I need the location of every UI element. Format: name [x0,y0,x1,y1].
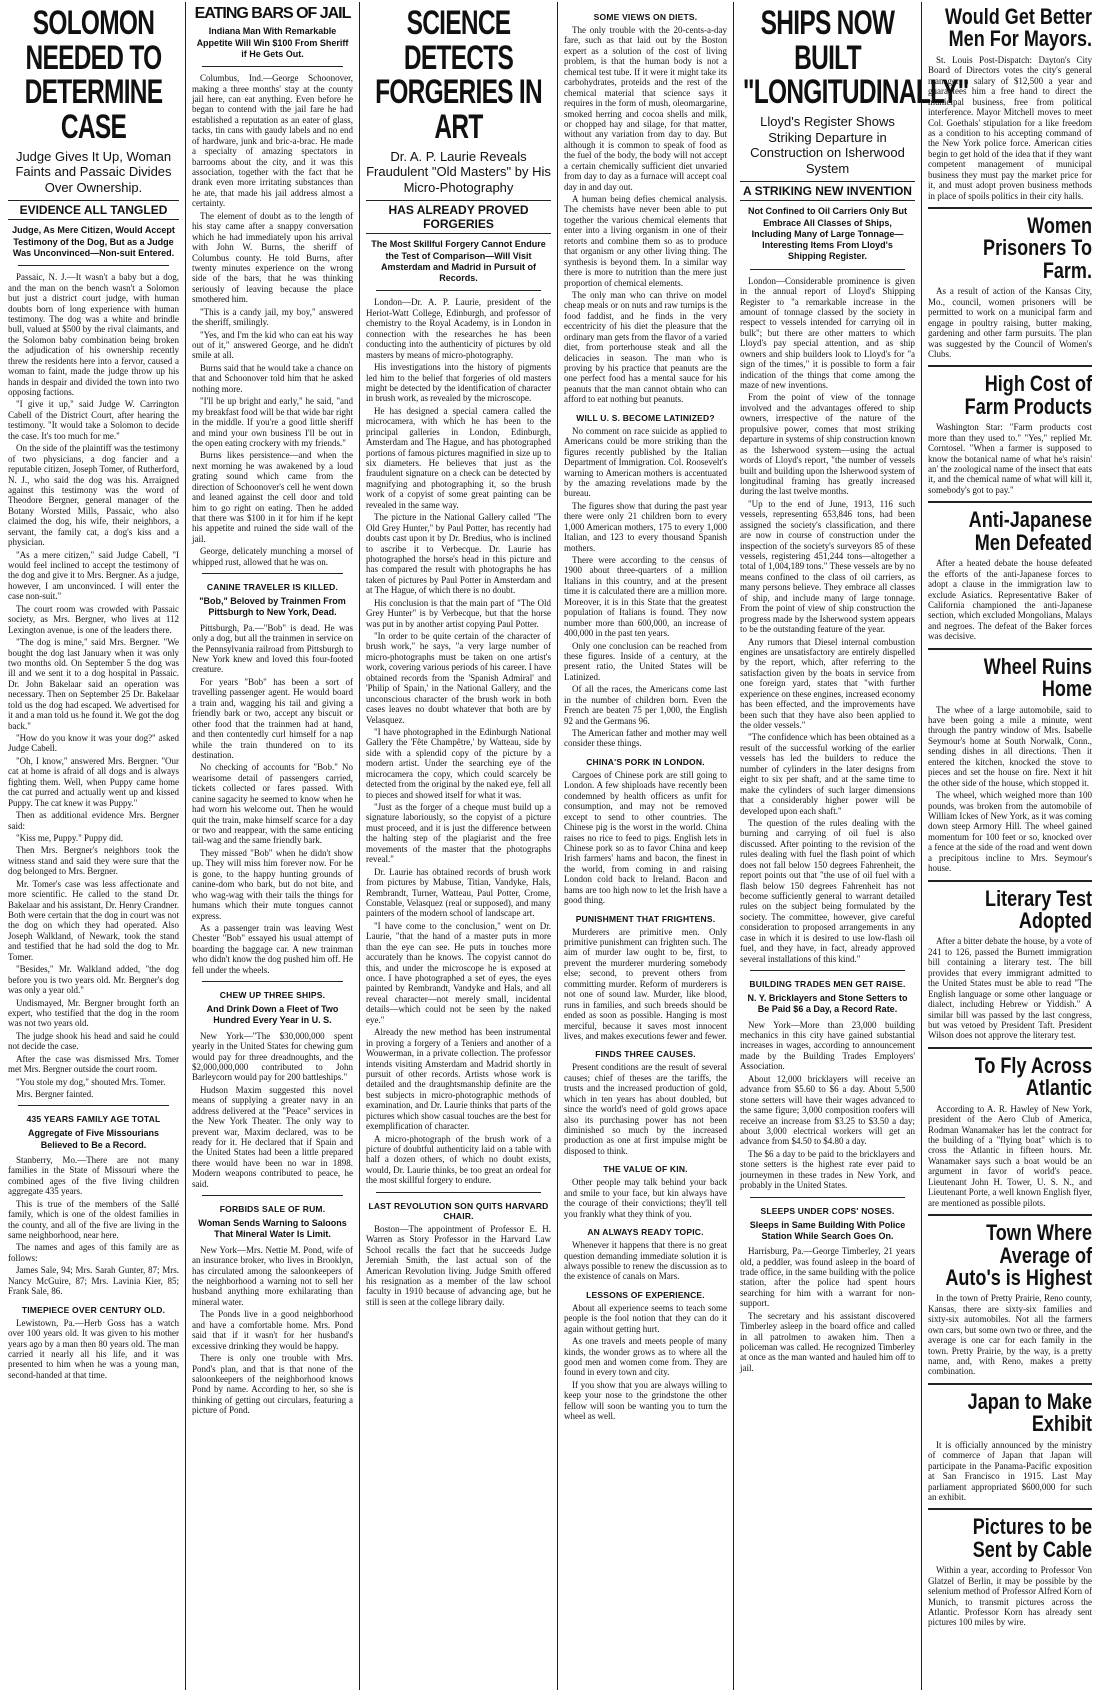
article-paragraph: George, delicately munching a morsel of whipped rust, allowed that he was on. [192,546,353,567]
divider [750,269,905,270]
bar-proved: HAS ALREADY PROVED FORGERIES [366,200,551,234]
article-paragraph: The secretary and his assistant discovered Timberley asleep in the board office and called in all patrolmen to awaken him. Then a policeman was called. He recognized Timberley at once as the man wanted and hauled him off to jail. [740,1310,915,1373]
article-paragraph: On the side of the plaintiff was the testimony of two physicians, a dog fancier and a reputable citizen, Joseph Tomer, of Rutherford, N. J., who said the dog was his. Arraigned against this testimony was the word of Theodore Bergner, general manager of the Botany Worsted Mills, Passaic, who also claimed the dog, his wife, their neighbors, a servant, the family cat, a dog's kiss and a physician. [8,443,179,548]
article-paragraph: "Just as the forger of a cheque must build up a signature laboriously, so the copyist of a picture must proceed, and it is just the difference between the halting step of the plagiarist and the free movements of the master that the photographs reveal." [366,802,551,865]
article-paragraph: New York—Mrs. Nettie M. Pond, wife of an insurance broker, who lives in Brooklyn, has circulated among the saloonkeepers of the neighborhood a warning not to sell her husband anything more exhilarating than mineral water. [192,1244,353,1307]
headline-atlantic: To Fly Across Atlantic [974,1052,1092,1101]
headline-forgeries: SCIENCE DETECTS FORGERIES IN ART [375,4,542,147]
subhead-latinized: WILL U. S. BECOME LATINIZED? [576,412,715,423]
subhead-kin: THE VALUE OF KIN. [603,1164,688,1175]
article-paragraph: His investigations into the history of pigments led him to the belief that forgeries of old masters might be detected by the identification of character in brush work, as revealed by the microscope. [366,362,551,404]
article-paragraph: "Oh, I know," answered Mrs. Bergner. "Our cat at home is afraid of all dogs and is always fighting them. Well, when Puppy came home the cat purred and actually went up and kissed Puppy. The cat knew it was Puppy." [8,755,179,808]
article-paragraph: St. Louis Post-Dispatch: Dayton's City Board of Directors votes the city's general manager a salary of $12,500 a year and guarantees him a free hand to direct the municipal business, free from political interference. Mayor Mitchell moves to meet Col. Goethals' stipulation for a like freedom as a condition to his accepting command of the New York police force. American cities begin to get hold of the idea that if they want competent management of municipal business they must pay the market price for it, and must adopt proven business methods in place of spoils politics in their city halls. [928,54,1092,201]
article-paragraph: Only one conclusion can be reached from these figures. Inside of a century, at the present ratio, the United States will be Latinized. [564,640,727,682]
article-paragraph: The picture in the National Gallery called "The Old Grey Hunter," by Paul Potter, has recently had doubts cast upon it by Dr. Bredius, who is inclined to ascribe it to Verbecque. Dr. Laurie has photographed the horse's head in this picture and has compared the result with photographs he has taken of pictures by Paul Potter in Amsterdam and at The Hague, of which there is no doubt. [366,512,551,596]
article-paragraph: The only trouble with the 20-cents-a-day fare, such as that laid out by the Boston expert as a solution of the cost of living problem, is that the human body is not a chemical test tube. If it were it might take its carbohydrates, proteids and the rest of the chemical material that science says it requires in the form of mush, oleomargarine, smoked herring and cocoa shells and milk, or chopped hay and silage, for that matter, without any variation from day to day. But although it is common to speak of food as the fuel of the body, the body will not accept a certain chemically sufficient diet unvaried from day to day as a furnace will accept coal day in and day out. [564,25,727,192]
article-paragraph: Of all the races, the Americans come last in the number of children born. Even the French are beaten 75 per 1,000, the English 92 and the Germans 96. [564,684,727,726]
article-paragraph: A human being defies chemical analysis. The chemists have never been able to put together the various chemical elements that enter into a living organism in one of their retorts and combine them so as to produce that organism or any other living thing. The synthesis is beyond them. In a similar way there is more to nutrition than the mere just proportion of chemical elements. [564,194,727,288]
article-paragraph: Other people may talk behind your back and smile to your face, but kin always have the courage of their convictions; they'll tell you frankly what they think of you. [564,1177,727,1219]
article-paragraph: Murderers are primitive men. Only primitive punishment can frighten such. The aim of murder law ought to be, first, to prevent the murderer murdering somebody else; second, to prevent others from committing murder. Reform of murderers is not one of sound law. Murder, like blood, runs in families, and such breeds should be ended as soon as possible. Hanging is most merciful, because it saves most innocent lives, and makes executions fewer and fewer. [564,926,727,1041]
article-paragraph: In the town of Pretty Prairie, Reno county, Kansas, there are sixty-six families and sixty-six automobiles. Not all the farmers own cars, but some own two or three, and the average is one car for each family in the town. Pretty Prairie, by the way, is a pretty name, and, with Reno, makes a pretty combination. [928,1293,1092,1377]
article-paragraph: Mrs. Bergner fainted. [16,1089,94,1100]
divider [202,981,343,982]
deck-solomon: Judge Gives It Up, Woman Faints and Passaic Divides Over Ownership. [15,148,172,195]
article-paragraph: "Yes, and I'm the kid who can eat his way out of it," answered George, and he didn't smile at all. [192,329,353,361]
column-6 [922,2,1098,1690]
article-paragraph: "I have photographed in the Edinburgh National Gallery the 'Fête Champêtre,' by Watteau, side by side with a splendid copy of the picture by a modern artist. Under the searching eye of the microcamera the copy, which could scarcely be detected from the original by the naked eye, fell all to pieces and showed itself for what it was. [366,726,551,800]
headline-farm-products: High Cost of Farm Products [964,371,1092,419]
article-paragraph: Undismayed, Mr. Bergner brought forth an expert, who testified that the dog in the room was not two years old. [8,997,179,1029]
article-paragraph: No comment on race suicide as applied to Americans could be more striking than the figures recently published by the Italian Department of Immigration. Col. Roosevelt's warning to American mothers is accentuated by the amazing revelations made by the bureau. [564,425,727,499]
article-paragraph: Whenever it happens that there is no great question demanding immediate solution it is always possible to renew the discussion as to the existence of canals on Mars. [564,1240,727,1282]
deck-ships: Lloyd's Register Shows Striking Departure in Construction on Isherwood System [750,114,905,176]
article-paragraph: As a passenger train was leaving West Chester "Bob" essayed his usual attempt of boarding the baggage car. A new trainman who didn't know the dog pushed him off. He fell under the wheels. [192,922,353,975]
divider [928,1047,1092,1049]
divider [376,290,541,291]
subdeck-ships: And Drink Down a Fleet of Two Hundred Every Year in U. S. [206,1004,339,1026]
subdeck-trades: N. Y. Bricklayers and Stone Setters to Be Paid $6 a Day, a Record Rate. [747,993,908,1015]
subhead-family-age: 435 YEARS FAMILY AGE TOTAL [26,1114,161,1125]
article-paragraph: The only man who can thrive on model cheap meals or on nuts and raw turnips is the food faddist, and he finds in the very eccentricity of his diet the pleasure that the ordinary man gets from the flavor of a varied diet, from porterhouse steak and all the delicacies in season. The man who is proving by his practice that peanuts are the one perfect food has a mental sauce for his peanuts that the man cannot obtain who can afford to eat nothing but peanuts. [564,289,727,405]
headline-autos: Town Where Average of Auto's is Highest [945,1220,1092,1290]
headline-women-prisoners: Women Prisoners To Farm. [983,213,1092,283]
article-paragraph: After a heated debate the house defeated the efforts of the anti-Japanese forces to adopt a clause in the immigration law to exclude Asiatics. Representative Baker of California championed the anti-Japanese section, which excluded Mongolians, Malays and negroes. The defeat of the Baker forces was decisive. [928,558,1092,642]
article-paragraph: Already the new method has been instrumental in proving a forgery of a Teniers and another of a Wouwerman, in a private collection. The professor intends visiting Amsterdam and Madrid shortly in pursuit of other records. Artists whose work is detailed and the draughtsmanship definite are the best subjects in micro-photographic methods of examination, and Dr. Laurie thinks that parts of the pictures which show casual touches are the best for exemplification of character. [366,1027,551,1132]
column-1 [2,2,186,1690]
subhead-sleeps: SLEEPS UNDER COPS' NOSES. [760,1205,895,1216]
article-paragraph: Burns likes persistence—and when the next morning he was awakened by a loud grating sound which came from the direction of Schoonover's cell he went down and leaned against the cell door and told him to go right on eating. Then he added that there was $100 in it for him if he kept his appetite and ruined the side wall of the jail. [192,450,353,544]
article-paragraph: The judge shook his head and said he could not decide the case. [8,1030,179,1052]
article-paragraph: Present conditions are the result of several causes; chief of theses are the tariffs, the trusts and the increased production of gold, which in ten years has about doubled, but since the world's need of gold grows apace also its purchasing power has not been diminished so much by the increased production as one at first impulse might be disposed to think. [564,1062,727,1156]
bar-evidence: EVIDENCE ALL TANGLED [8,200,179,220]
article-paragraph: Within a year, according to Professor Von Glatzel of Berlin, it may be possible by the selenium method of Professor Alfred Korn of Munich, to transmit pictures across the Atlantic. Professor Korn has already sent pictures 100 miles by wire. [928,1565,1092,1628]
subhead-causes: FINDS THREE CAUSES. [595,1049,696,1060]
article-paragraph: "I have come to the conclusion," went on Dr. Laurie, "that the hand of a master puts in more than the eye can see. He puts in touches more accurately than he knows. The copyist cannot do this, and under the microscope he is exposed at once. I have photographed a set of eyes, the eyes painted by Rembrandt, Vandyke and Hals, and all reveal character—not merely small, incidental details—which could not be seen by the naked eye." [366,920,551,1025]
article-paragraph: "As a mere citizen," said Judge Cabell, "I would feel inclined to accept the testimony of the dog and give it to Mrs. Bergner. As a judge, however, I am unconvinced. I will enter the case non-suit." [8,549,179,602]
divider [928,365,1092,367]
article-paragraph: This is true of the members of the Sallé family, which is one of the oldest families in the county, and all of the five are living in the same neighborhood, near here. [8,1198,179,1241]
article-paragraph: Burns said that he would take a chance on that and Schoonover told him that he asked nothing more. [192,362,353,394]
article-paragraph: The figures show that during the past year there were only 21 children born to every 1,000 American mothers, 175 to every 1,000 Italian, and 123 to every thousand Spanish mothers. [564,500,727,553]
article-paragraph: Washington Star: "Farm products cost more than they used to." "Yes," replied Mr. Corntosel. "When a farmer is supposed to know the botanical name of what he's raisin' an' the zoological name of the insect that eats it, and the chemical name of what will kill it, somebody's got to pay." [928,422,1092,495]
divider [750,1197,905,1198]
subdeck-forgeries: The Most Skillful Forgery Cannot Endure the Test of Comparison—Will Visit Amsterdam and Madrid in Pursuit of Records. [371,239,546,284]
subhead-harvard: LAST REVOLUTION SON QUITS HARVARD CHAIR. [368,1200,549,1221]
subhead-diets: SOME VIEWS ON DIETS. [593,12,698,22]
article-paragraph: New York—More than 23,000 building mechanics in this city have gained substantial increases in wages, according to announcement made by the Building Trades Employers' Association. [740,1019,915,1072]
article-paragraph: "The confidence which has been obtained as a result of the successful working of the earlier vessels has led the builders to reduce the number of cylinders in the later designs from eight to six per shaft, and at the same time to make the cylinders of such larger dimensions that a considerably higher power will be developed upon each shaft." [740,732,915,816]
subhead-trades: BUILDING TRADES MEN GET RAISE. [749,979,906,990]
article-paragraph: Any rumors that Diesel internal combustion engines are unsatisfactory are entirely dispelled by the report, which, after referring to the satisfaction given by the boats in service from one foreign yard, states that "with further experience on these engines, increased economy has been effected, and the improvements have been such that they have also been applied to the older vessels." [740,636,915,731]
article-paragraph: Passaic, N. J.—It wasn't a baby but a dog, and the man on the bench wasn't a Solomon but just a district court judge, with human doubts born of long experience with human testimony. The dog was a white and brindle bull, valued at $500 by the rival claimants, and the Solomon baby combination being broken the adjudication of his ownership recently threw the residents here into a fervor, caused a woman to faint, made the judge throw up his hands in despair and divided the town into two opposing factions. [8,272,179,398]
article-paragraph: As a result of action of the Kansas City, Mo., council, women prisoners will be permitted to work on a municipal farm and engage in poultry raising, butter making, gardening and other farm pursuits. The plan was suggested by the Council of Women's Clubs. [928,286,1092,359]
article-paragraph: Dr. Laurie has obtained records of brush work from pictures by Mabuse, Titian, Vandyke, Hals, Rembrandt, Turner, Watteau, Paul Potter, Crome, Constable, Velasquez (real or supposed), and many painters of the modern school of landscape art. [366,866,551,919]
article-paragraph: From the point of view of the tonnage involved and the advantages offered to ship owners, irrespective of the nature of the propulsive power, comes that most striking departure in systems of ship construction known as the Isherwood system—using the actual words of Lloyd's report, "the number of vessels built and building upon the Isherwood system of longitudinal framing has greatly increased during the last twelve months. [740,392,915,497]
column-2 [186,2,360,1690]
article-paragraph: "This is a candy jail, my boy," answered the sheriff, smilingly. [192,306,353,328]
article-paragraph: The element of doubt as to the length of his stay came after a snappy conversation which he had immediately upon his arrival with John W. Burns, the sheriff of Columbus county. He told Burns, after twenty minutes experience on the wrong side of the bars, that he was thinking seriously of leaving because the place smothered him. [192,210,353,305]
divider [376,1192,541,1193]
article-paragraph: New York—"The $30,000,000 spent yearly in the United States for chewing gum would pay for three dreadnoughts, and the $2,000,000,000 contributed to John Barleycorn would pay for 200 battleships." [192,1030,353,1083]
headline-cable-pictures: Pictures to be Sent by Cable [972,1514,1092,1562]
deck-forgeries: Dr. A. P. Laurie Reveals Fraudulent "Old Masters" by His Micro-Photography [366,148,551,195]
article-paragraph: James Sale, 94; Mrs. Sarah Gunter, 87; Mrs. Nancy McGuire, 87; Mrs. Lavinia Kier, 85; Frank Sale, 86. [8,1265,179,1297]
article-paragraph: A micro-photograph of the brush work of a picture of doubtful authenticity laid on a table with half a dozen others, of which no doubt exists, would, Dr. Laurie thinks, be too great an ordeal for the most skillful forgery to endure. [366,1133,551,1186]
article-paragraph: As one travels and meets people of many kinds, the wonder grows as to where all the good men and women come from. They are found in every town and city. [564,1336,727,1378]
headline-solomon: SOLOMON NEEDED TO DETERMINE CASE [24,4,163,147]
article-paragraph: They missed "Bob" when he didn't show up. They will miss him forever now. For he is gone, to the happy hunting grounds of canine-dom who bark, but do not bite, and who wag-wag with their tails the things for humans which their mute tongues cannot express. [192,847,353,921]
headline-japan-exhibit: Japan to Make Exhibit [967,1388,1092,1437]
article-paragraph: He has designed a special camera called the microcamera, with which he has been to the principal galleries in London, Edinburgh, Amsterdam and The Hague, and has photographed portions of famous pictures magnified in size up to six diameters. He believes that just as the fraudulent signature on a check can be detected by magnifying and photographing it, so the brush work of a copyist of some great painting can be revealed in the same way. [366,405,551,510]
headline-wheel: Wheel Ruins Home [983,653,1092,702]
article-paragraph: The question of the rules dealing with the burning and carrying of oil fuel is also discussed. After pointing to the revision of the rules dealing with fuel the flash point of which does not fall below 150 degrees Fahrenheit, the report points out that "the use of oil fuel with a flash below 150 degrees Fahrenheit has not become sufficiently general to warrant detailed rules on the subject being formulated by the society. The committee, however, give careful consideration to proposed arrangements in any case in which it is desired to use low-flash oil fuel, and they have, in fact, already approved several installations of this kind." [740,817,915,964]
divider [928,501,1092,503]
article-paragraph: "Kiss me, Puppy." Puppy did. [16,832,124,843]
subhead-pork: CHINA'S PORK IN LONDON. [586,756,705,767]
headline-jail: EATING BARS OF JAIL [194,5,351,22]
article-paragraph: Then as additional evidence Mrs. Bergner said: [8,810,179,831]
headline-literary-test: Literary Test Adopted [985,885,1092,933]
article-paragraph: The $6 a day to be paid to the bricklayers and stone setters is the highest rate ever paid to journeymen in these trades in New York, and probably in the United States. [740,1148,915,1191]
column-3 [360,2,558,1690]
article-paragraph: Boston—The appointment of Professor E. H. Warren as Story Professor in the Harvard Law School recalls the fact that he succeeds Judge Jeremiah Smith, the last actual son of the American Revolution living. Judge Smith offered his resignation as a member of the law school faculty in 1910 because of advancing age, but he still is seen at the college library daily. [366,1223,551,1307]
article-paragraph: The court room was crowded with Passaic society, as Mrs. Bergner, who lives at 112 Lexington avenue, is one of the leaders there. [8,603,179,635]
bar-invention: A STRIKING NEW INVENTION [740,181,915,201]
article-paragraph: About 12,000 bricklayers will receive an advance from $5.60 to $6 a day. About 5,500 stone setters will have their wages advanced to the same figure; 3,000 composition roofers will receive an increase from $3.25 to $3.50 a day; about 3,000 electrical workers will get an advance from $4.50 to $4.80 a day. [740,1073,915,1147]
column-5 [734,2,969,1690]
article-paragraph: Columbus, Ind.—George Schoonover, making a three months' stay at the county jail here, can eat anything. Even before he began to contend with the jail fare he had established a reputation as an eater of glass, tacks, tin cans with gaudy labels and no end of hardware, junk and bric-a-brac. He made a specialty of amazing spectators in barrooms about the city, and it was this association, together with the fact that he drank even more irritating substances than he ate, that made his jail address almost a certainty. [192,73,353,209]
divider [750,970,905,971]
divider [928,648,1092,650]
subhead-ships: CHEW UP THREE SHIPS. [219,990,326,1001]
article-paragraph: According to A. R. Hawley of New York, president of the Aero Club of America, Rodman Wanamaker has let the contract for the building of a "flying boat" which is to cross the Atlantic in fifteen hours. Mr. Wanamaker says such a boat would be an argument in favor of world's peace. Lieutenant John H. Tower, U. S. N., and Lieutenant Porte, a well known English flyer, are mentioned as possible pilots. [928,1103,1092,1208]
headline-anti-japanese: Anti-Japanese Men Defeated [968,507,1092,555]
headline-ships: SHIPS NOW BUILT "LONGITUDINALLY" [742,4,969,112]
subhead-timepiece: TIMEPIECE OVER CENTURY OLD. [21,1304,166,1315]
article-paragraph: "Besides," Mr. Walkland added, "the dog before you is two years old. Mr. Bergner's dog was only a year old." [8,964,179,996]
subdeck-jail: Indiana Man With Remarkable Appetite Will Win $100 From Sheriff if He Gets Out. [196,26,349,59]
article-paragraph: "I give it up," said Judge W. Carrington Cabell of the District Court, after hearing the testimony. "It would take a Solomon to decide the case. It's too much for me." [8,399,179,441]
article-paragraph: After the case was dismissed Mrs. Tomer met Mrs. Bergner outside the court room. [8,1053,179,1075]
article-paragraph: If you show that you are always willing to keep your nose to the grindstone the other fellow will soon be wanting you to turn the wheel as well. [564,1379,727,1422]
divider [928,207,1092,209]
article-paragraph: It is officially announced by the ministry of commerce of Japan that Japan will participate in the Panama-Pacific exposition at San Francisco in 1915. Last May parliament appropriated $600,000 for such an exhibit. [928,1439,1092,1502]
article-paragraph: The American father and mother may well consider these things. [564,728,727,749]
article-paragraph: About all experience seems to teach some people is the fool notion that they can do it again without getting hurt. [564,1302,727,1334]
divider [928,1383,1092,1385]
divider [928,1214,1092,1216]
subhead-experience: LESSONS OF EXPERIENCE. [586,1289,705,1300]
article-paragraph: "The dog is mine," said Mrs. Bergner. "We bought the dog last January when it was only two months old. On September 5 the dog was ill and we sent it to a dog hospital in Passaic. Dr. John Bakelaar said an operation was necessary. Then on September 25 Dr. Bakelaar told us the dog had escaped. We advertised for it and a man told us he found it. We got the dog back." [8,637,179,731]
article-paragraph: Stanberry, Mo.—There are not many families in the State of Missouri where the combined ages of the five living children aggregate 435 years. [8,1154,179,1197]
article-paragraph: London—Dr. A. P. Laurie, president of the Heriot-Watt College, Edinburgh, and professor of chemistry to the Royal Academy, is in London in connection with the researches he has been conducting into the authenticity of pictures by old masters by means of micro-photography. [366,297,551,360]
article-paragraph: "Up to the end of June, 1913, 116 such vessels, representing 653,846 tons, had been assigned the society's classification, and there are now in course of construction under the inspection of the society's surveyors 85 of these vessels, registering 451,244 tons—altogether a total of 1,004,189 tons." These vessels are by no means confined to the class of oil carriers, as many persons believe. They embrace all classes of ship, and include many of large tonnage. From the point of view of ship construction the progress made by the Isherwood system appears to be the outstanding feature of the year. [740,498,915,635]
article-paragraph: London—Considerable prominence is given in the annual report of Lloyd's Shipping Register to "a remarkable increase in the amount of tonnage classed by the society in respect to vessels intended for carrying oil in bulk"; but there are other matters to which Lloyd's pay special attention, and as ship owners and ship builders look to Lloyd's for "a sign of the times," it is possible to form a fair indication of the things that come among the maze of new inventions. [740,275,915,391]
article-paragraph: The Ponds live in a good neighborhood and have a comfortable home. Mrs. Pond said that if it wasn't for her husband's excessive drinking they would be happy. [192,1309,353,1351]
divider [928,1508,1092,1510]
divider [928,880,1092,882]
article-paragraph: The names and ages of this family are as follows: [8,1242,179,1263]
subhead-canine: CANINE TRAVELER IS KILLED. [206,582,339,593]
article-paragraph: There is only one trouble with Mrs. Pond's plan, and that is that none of the saloonkeepers of the neighborhood knows Pond by name. According to her, so she is thinking of getting out circulars, featuring a picture of Pond. [192,1353,353,1416]
article-paragraph: No checking of accounts for "Bob." No wearisome detail of passengers carried, tickets collected or fares passed. With canine sagacity he seemed to know when he had worn his welcome out. Then he would quit the train, make himself scarce for a day or two and reappear, with the same enticing tail-wag and the same friendly bark. [192,762,353,846]
article-paragraph: Hudson Maxim suggested this novel means of supplying a greater navy in an address delivered at the "Peace" services in the New York Theater. The only way to prevent war, Maxim declared, was to be ready for it. He declared that if Spain and the United States had been a little prepared there would have been no war in 1898. Modern weapons contributed to peace, he said. [192,1084,353,1189]
article-paragraph: Lewistown, Pa.—Herb Goss has a watch over 100 years old. It was given to his mother years ago by a man then 80 years old. The man carried it nearly all his life, and it was presented to him when he was a young man, second-handed at that time. [8,1317,179,1380]
divider [202,66,343,67]
article-paragraph: The whee of a large automobile, said to have been going a mile a minute, went through the pantry window of Mrs. Isabelle Seymour's home at South Norwalk, Conn., sending dishes in all directions. Then it entered the kitchen, knocked the stove to pieces and set the house on fire. Next it hit the other side of the house, which stopped it. [928,704,1092,788]
divider [18,265,169,266]
subdeck-canine: "Bob," Beloved by Trainmen From Pittsburgh to New York, Dead. [199,596,346,618]
article-paragraph: For years "Bob" has been a sort of travelling passenger agent. He would board a train and, wagging his tail and giving a friendly bark or two, accept any biscuit or other food that the trainmen had at hand, and then contentedly curl himself for a nap while the train thundered on to its destination. [192,676,353,760]
article-paragraph: Mr. Tomer's case was less affectionate and more scientific. He called to the stand Dr. Bakelaar and his assistant, Dr. Henry Crandner. Both were certain that the dog in court was not the dog on which they had operated. Also Joseph Walkland, of Newark, took the stand and testified that he had sold the dog to Mr. Tomer. [8,878,179,962]
subhead-punishment: PUNISHMENT THAT FRIGHTENS. [575,913,716,924]
article-paragraph: "You stole my dog," shouted Mrs. Tomer. [16,1076,166,1087]
article-paragraph: Then Mrs. Bergner's neighbors took the witness stand and said they were sure that the dog belonged to Mrs. Bergner. [8,845,179,877]
subhead-topic: AN ALWAYS READY TOPIC. [587,1227,704,1238]
article-paragraph: "I'll be up bright and early," he said, "and my breakfast food will be that wide bar right in the middle. If you're a good little sheriff and mind your own business I'll be out in the open eating crockery with my friends." [192,396,353,448]
subdeck-rum: Woman Sends Warning to Saloons That Mineral Water Is Limit. [198,1218,347,1240]
divider [202,573,343,574]
column-4 [558,2,734,1690]
article-paragraph: His conclusion is that the main part of "The Old Grey Hunter" is by Verbecque, but that the horse was put in by another artist copying Paul Potter. [366,597,551,629]
article-paragraph: Harrisburg, Pa.—George Timberley, 21 years old, a peddler, was found asleep in the board of trade office, in the same building with the police station, after the police had spent hours searching for him with a warrant for non-support. [740,1246,915,1309]
subdeck-family-age: Aggregate of Five Missourians Believed to Be a Record. [27,1128,160,1150]
article-paragraph: The wheel, which weighed more than 100 pounds, was broken from the automobile of William Ickes of New York, as it was coming down steep Armory Hill. The wheel gained momentum for 100 feet or so, knocked over a fence at the side of the road and went down a precipitous incline to Mrs. Seymour's house. [928,790,1092,874]
article-paragraph: "How do you know it was your dog?" asked Judge Cabell. [8,733,179,754]
article-paragraph: There were according to the census of 1900 about three-quarters of a million Italians in this country, and at the present time it is calculated there are a million more. Moreover, it is in this State that the greatest population of Italians is found. They now number more than 600,000, an increase of 400,000 in the past ten years. [564,555,727,639]
subhead-rum: FORBIDS SALE OF RUM. [219,1204,326,1215]
subdeck-solomon: Judge, As Mere Citizen, Would Accept Testimony of the Dog, But as a Judge Was Unconvinced—Non-suit Entered. [12,225,175,258]
subdeck-sleeps: Sleeps in Same Building With Police Station While Search Goes On. [749,1219,906,1241]
article-paragraph: "In order to be quite certain of the character of brush work," he says, "a very large number of micro-photographs must be taken on one artist's work, covering various periods of his career. I have obtained records from the 'Spanish Admiral' and 'Philip of Spain,' in the National Gallery, and the unconscious character of the brush work in both cases leaves no doubt whatever that both are by Velasquez. [366,631,551,725]
divider [18,1105,169,1106]
divider [202,1195,343,1196]
subdeck-ships: Not Confined to Oil Carriers Only But Embrace All Classes of Ships, Including Many of Large Tonnage—Interesting Items From Lloyd's Shipping Register. [747,206,907,262]
article-paragraph: After a bitter debate the house, by a vote of 241 to 126, passed the Burnett immigration bill containing a literary test. The bill provides that every immigrant admitted to the United States must be able to read "The English language or some other language or dialect, including Hebrew or Yiddish." A similar bill was passed by the last congress, but was vetoed by President Taft. President Wilson does not approve the literary test. [928,936,1092,1041]
headline-mayors: Would Get Better Men For Mayors. [945,4,1092,52]
article-paragraph: Pittsburgh, Pa.—"Bob" is dead. He was only a dog, but all the trainmen in service on the Pennsylvania railroad from Pittsburgh to New York knew and loved this four-footed creature. [192,622,353,675]
article-paragraph: Cargoes of Chinese pork are still going to London. A few shiploads have recently been condemned by health officers as unfit for consumption, and may not be removed except to send to other countries. The Chinese pig is the worst in the world. China raises no rice to feed to pigs. English lets in Chinese pork so as to favor China and keep Irish farmers' hams and bacon, the finest in the world, from coming in and raising London cold back to Ireland. Bacon and hams are too high now to let the Irish have a good thing. [564,769,727,906]
